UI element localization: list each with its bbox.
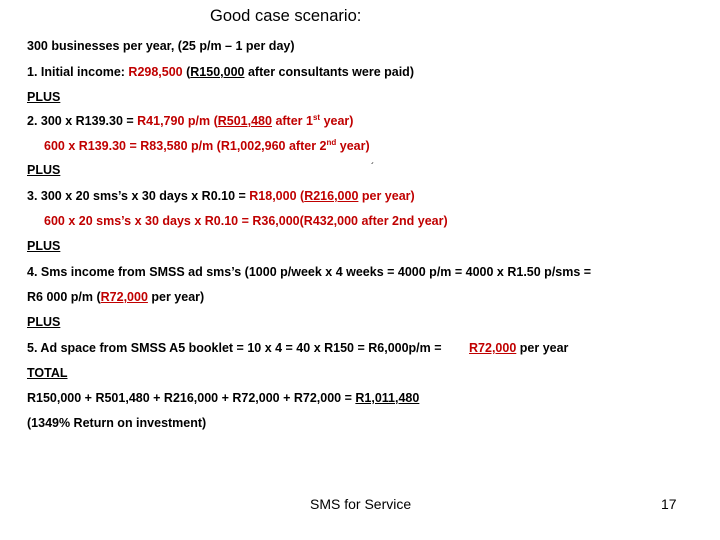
item-4-line-2-end: per year) <box>147 290 205 304</box>
roi-line: (1349% Return on investment) <box>27 416 207 430</box>
item-5-year-total: R72,000 <box>469 341 517 355</box>
total-sum: R150,000 + R501,480 + R216,000 + R72,000 + R72,000 = <box>27 391 356 405</box>
total-result: R1,011,480 <box>355 391 420 405</box>
item-4-line-1: 4. Sms income from SMSS ad sms’s (1000 p/week x 4 weeks = 4000 p/m = 4000 x R1.50 p/sms = <box>27 265 592 279</box>
item-1-line <box>27 64 414 80</box>
item-2-prefix: 2. 300 x R139.30 = <box>27 114 138 128</box>
item-3-line-2: 600 x 20 sms’s x 30 days x R0.10 = R36,000(R432,000 after 2nd year) <box>44 214 448 228</box>
item-1-after-text: after consultants were paid) <box>244 65 414 79</box>
item-2-line-2-sup: nd <box>326 137 337 147</box>
item-3-year-total: R216,000 <box>304 189 359 203</box>
item-2-line-1 <box>27 113 353 129</box>
item-2-line-2-text: 600 x R139.30 = R83,580 p/m (R1,002,960 after 2 <box>44 139 327 153</box>
item-2-line-2 <box>44 138 370 154</box>
plus-label-3: PLUS <box>27 239 61 253</box>
item-2-end: year) <box>320 114 354 128</box>
plus-label-1: PLUS <box>27 90 61 104</box>
item-2-line-2-end: year) <box>336 139 370 153</box>
total-label: TOTAL <box>27 366 68 380</box>
slide-title: Good case scenario: <box>210 7 362 25</box>
footer-text: SMS for Service <box>310 496 412 512</box>
item-5-line <box>27 340 568 356</box>
item-5-text: 5. Ad space from SMSS A5 booklet = 10 x 4 = 40 x R150 = R6,000p/m = <box>27 341 446 355</box>
item-3-prefix: 3. 300 x 20 sms’s x 30 days x R0.10 = <box>27 189 250 203</box>
item-2-year-total: R501,480 <box>217 114 272 128</box>
item-3-line-1 <box>27 188 415 204</box>
item-2-monthly: R41,790 p/m ( <box>137 114 218 128</box>
total-line <box>27 390 419 406</box>
item-2-sup: st <box>312 112 321 122</box>
item-1-open: ( <box>182 65 191 79</box>
item-4-line-2-prefix: R6 000 p/m ( <box>27 290 101 304</box>
item-5-end: per year <box>516 341 569 355</box>
page-number: 17 <box>661 496 677 512</box>
item-3-monthly: R18,000 ( <box>249 189 305 203</box>
item-1-after-value: R150,000 <box>190 65 245 79</box>
item-2-after: after 1 <box>271 114 313 128</box>
item-1-prefix: 1. Initial income: <box>27 65 129 79</box>
item-1-amount: R298,500 <box>128 65 183 79</box>
stray-tick-mark: ´ <box>371 162 375 173</box>
plus-label-2: PLUS <box>27 163 61 177</box>
plus-label-4: PLUS <box>27 315 61 329</box>
item-3-end: per year) <box>358 189 415 203</box>
intro-line: 300 businesses per year, (25 p/m – 1 per day) <box>27 39 295 53</box>
item-4-line-2 <box>27 289 204 305</box>
item-4-year-total: R72,000 <box>100 290 148 304</box>
